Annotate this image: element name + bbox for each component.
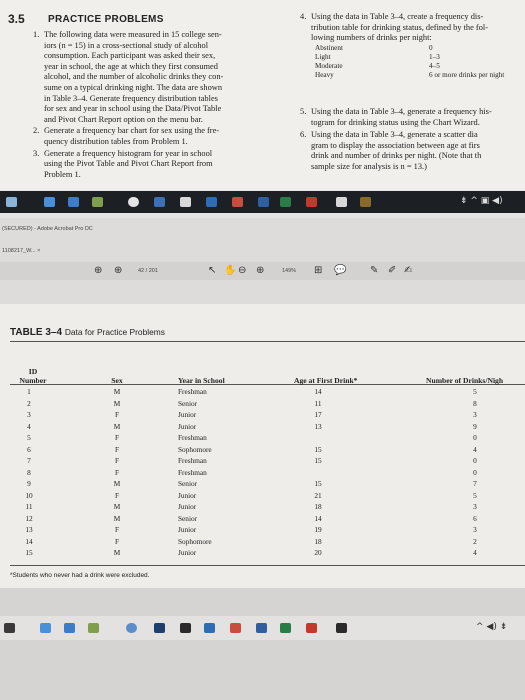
taskbar-app-icon[interactable] bbox=[258, 197, 269, 207]
cell-drinks: 4 bbox=[473, 444, 477, 454]
taskbar-app-icon[interactable] bbox=[256, 623, 267, 633]
system-tray[interactable]: ⇟ ^ ▣ ◀) bbox=[460, 196, 503, 206]
table-rule-top bbox=[10, 341, 525, 342]
taskbar-app-icon[interactable] bbox=[280, 197, 291, 207]
section-title: PRACTICE PROBLEMS bbox=[48, 14, 164, 25]
cell-age: 18 bbox=[314, 536, 322, 546]
windows-taskbar-top bbox=[0, 191, 525, 213]
acrobat-title-bar: (SECURED) - Adobe Acrobat Pro DC bbox=[2, 226, 93, 232]
category-label: Heavy bbox=[315, 70, 334, 79]
problem-number: 4. bbox=[300, 12, 307, 21]
problem-text-line: Generate a frequency bar chart for sex using the fre- bbox=[44, 126, 220, 136]
cell-year: Junior bbox=[178, 421, 197, 431]
problem-text-line: Using the data in Table 3–4, generate a frequency his- bbox=[311, 107, 492, 116]
problem-text-line: Generate a frequency histogram for year in school bbox=[44, 148, 213, 158]
cell-id: 12 bbox=[25, 513, 33, 523]
document-tab-label: 1108217_W... bbox=[2, 248, 36, 254]
zoom-level[interactable]: 149% bbox=[282, 268, 297, 274]
taskbar-app-icon[interactable] bbox=[204, 623, 215, 633]
table-rule-bottom bbox=[10, 565, 525, 566]
category-label: Abstinent bbox=[315, 43, 343, 52]
cell-id: 10 bbox=[25, 490, 33, 500]
taskbar-app-icon[interactable] bbox=[92, 197, 103, 207]
cell-sex: M bbox=[113, 421, 121, 431]
problem-number: 6. bbox=[300, 130, 307, 140]
problem-text-line: in Table 3–4. Generate frequency distribution tables bbox=[44, 93, 218, 103]
cell-sex: M bbox=[113, 479, 121, 488]
zoom-in-icon[interactable]: ⊕ bbox=[256, 265, 265, 276]
taskbar-app-icon[interactable] bbox=[40, 623, 51, 633]
cell-age: 18 bbox=[314, 502, 322, 511]
cell-drinks: 0 bbox=[473, 467, 477, 477]
cell-year: Freshman bbox=[178, 433, 207, 442]
taskbar-app-icon[interactable] bbox=[230, 623, 241, 633]
problem-text-line: The following data were measured in 15 college sen- bbox=[44, 30, 222, 39]
cell-drinks: 0 bbox=[473, 433, 477, 442]
problem-number: 1. bbox=[33, 30, 40, 39]
problem-text-line: iors (n = 15) in a cross-sectional study of alcohol bbox=[44, 40, 209, 50]
cell-year: Senior bbox=[178, 398, 198, 408]
taskbar-app-icon[interactable] bbox=[180, 623, 191, 633]
problem-text-line: togram for drinking status using the Chart Wizard. bbox=[311, 117, 480, 127]
problem-3 bbox=[33, 148, 213, 181]
taskbar-app-icon[interactable] bbox=[64, 623, 75, 633]
problem-number: 2. bbox=[33, 126, 40, 136]
page-indicator[interactable]: 42 / 201 bbox=[138, 268, 158, 274]
taskbar-app-icon[interactable] bbox=[336, 623, 347, 633]
cell-age: 21 bbox=[314, 490, 322, 500]
acrobat-toolbar bbox=[0, 262, 525, 280]
cell-age: 17 bbox=[314, 410, 322, 419]
start-icon[interactable] bbox=[6, 197, 17, 207]
cell-drinks: 7 bbox=[473, 479, 477, 488]
cell-drinks: 5 bbox=[473, 387, 477, 396]
problem-text-line: Using the data in Table 3–4, create a frequency dis- bbox=[311, 12, 484, 21]
header-year: Year in School bbox=[178, 376, 225, 385]
problem-text-line: tribution table for drinking status, defined by the fol- bbox=[311, 22, 488, 32]
problem-text-line: consumption. Each participant was asked their sex, bbox=[44, 51, 216, 61]
cell-drinks: 3 bbox=[473, 525, 477, 534]
hand-tool-icon[interactable]: ✋ bbox=[224, 265, 237, 276]
cell-sex: F bbox=[114, 525, 120, 534]
category-value: 4–5 bbox=[429, 61, 440, 70]
problem-6 bbox=[300, 130, 482, 172]
cell-sex: F bbox=[114, 410, 120, 419]
problem-text-line: gram to display the association between age at firs bbox=[311, 140, 480, 150]
table-title bbox=[10, 327, 165, 338]
cell-id: 8 bbox=[27, 467, 31, 477]
taskbar-app-icon[interactable] bbox=[336, 197, 347, 207]
taskbar-app-icon[interactable] bbox=[280, 623, 291, 633]
cell-drinks: 3 bbox=[473, 410, 477, 419]
cell-year: Junior bbox=[178, 490, 197, 500]
cell-drinks: 4 bbox=[473, 548, 477, 557]
windows-taskbar-bottom bbox=[0, 616, 525, 640]
cell-age: 19 bbox=[314, 525, 322, 534]
drinking-category bbox=[311, 53, 521, 62]
cell-id: 11 bbox=[25, 502, 33, 511]
cell-year: Junior bbox=[178, 502, 197, 511]
cell-id: 4 bbox=[27, 421, 31, 431]
cell-year: Junior bbox=[178, 525, 197, 534]
comment-icon[interactable]: 💬 bbox=[334, 265, 347, 276]
problem-text-line: using the Pivot Table and Pivot Chart Report from bbox=[44, 159, 213, 169]
cell-age: 15 bbox=[314, 479, 322, 488]
drinking-category bbox=[311, 71, 521, 80]
cell-id: 5 bbox=[27, 433, 31, 442]
cell-id: 6 bbox=[27, 444, 31, 454]
table-label: TABLE 3–4 bbox=[10, 327, 63, 338]
problem-text-line: lowing numbers of drinks per night: bbox=[311, 33, 432, 43]
problem-text-line: Problem 1. bbox=[44, 169, 81, 179]
cell-id: 14 bbox=[25, 536, 33, 546]
cell-year: Senior bbox=[178, 479, 198, 488]
select-cursor-icon[interactable]: ↖ bbox=[208, 265, 217, 276]
page-up-icon[interactable]: ⊕ bbox=[94, 265, 103, 276]
taskbar-app-icon[interactable] bbox=[44, 197, 55, 207]
drinking-category bbox=[311, 62, 521, 71]
cell-age: 20 bbox=[314, 548, 322, 557]
taskbar-app-icon[interactable] bbox=[68, 197, 79, 207]
cell-sex: F bbox=[114, 467, 120, 477]
problem-text-line: and Pivot Chart Report option on the menu bar. bbox=[44, 114, 203, 124]
cell-year: Junior bbox=[178, 548, 197, 557]
category-value: 0 bbox=[429, 43, 433, 52]
cell-drinks: 9 bbox=[473, 421, 477, 431]
cell-age: 15 bbox=[314, 456, 322, 465]
section-number: 3.5 bbox=[8, 12, 25, 26]
cell-sex: M bbox=[113, 548, 121, 557]
start-icon[interactable] bbox=[4, 623, 15, 633]
table-footnote: *Students who never had a drink were excluded. bbox=[10, 572, 150, 579]
cell-drinks: 5 bbox=[473, 490, 477, 500]
highlight-icon[interactable]: ✐ bbox=[388, 265, 397, 276]
cell-year: Sophomore bbox=[178, 444, 212, 454]
cell-year: Junior bbox=[178, 410, 197, 419]
cell-sex: F bbox=[114, 433, 120, 442]
problem-number: 3. bbox=[33, 148, 40, 158]
taskbar-app-icon[interactable] bbox=[232, 197, 243, 207]
header-id: ID Number bbox=[19, 367, 47, 385]
taskbar-app-icon[interactable] bbox=[88, 623, 99, 633]
cell-year: Freshman bbox=[178, 456, 207, 465]
taskbar-app-icon[interactable] bbox=[154, 197, 165, 207]
cell-sex: M bbox=[113, 387, 121, 396]
category-label: Light bbox=[315, 52, 331, 61]
cell-drinks: 6 bbox=[473, 513, 477, 523]
cell-drinks: 3 bbox=[473, 502, 477, 511]
cell-sex: F bbox=[114, 444, 120, 454]
header-drinks: Number of Drinks/Nigh bbox=[426, 376, 504, 385]
cell-id: 2 bbox=[27, 398, 31, 408]
cell-age: 14 bbox=[314, 387, 322, 396]
cell-drinks: 8 bbox=[473, 398, 477, 408]
acrobat-taskbar-icon[interactable] bbox=[306, 197, 317, 207]
zoom-out-icon[interactable]: ⊖ bbox=[238, 265, 247, 276]
drinking-category bbox=[311, 44, 521, 53]
problem-2 bbox=[33, 126, 220, 147]
problem-text-line: quency distribution tables from Problem 1. bbox=[44, 136, 188, 146]
problem-text-line: Using the data in Table 3–4, generate a scatter dia bbox=[311, 130, 478, 140]
category-value: 1–3 bbox=[429, 52, 440, 61]
cell-year: Freshman bbox=[178, 387, 207, 396]
cell-age: 11 bbox=[314, 398, 322, 408]
chrome-icon[interactable] bbox=[126, 623, 137, 633]
cell-sex: F bbox=[114, 456, 120, 465]
cell-id: 15 bbox=[25, 548, 33, 557]
cell-id: 1 bbox=[27, 387, 31, 396]
cell-sex: M bbox=[113, 502, 121, 511]
fit-page-icon[interactable]: ⊞ bbox=[314, 265, 323, 276]
taskbar-app-icon[interactable] bbox=[154, 623, 165, 633]
problem-text-line: year in school, the age at which they first consumed bbox=[44, 61, 218, 71]
problem-text-line: sample size for analysis is n = 13.) bbox=[311, 161, 427, 171]
problem-text-line: for sex and year in school using the Data/Pivot Table bbox=[44, 104, 222, 114]
table-caption: Data for Practice Problems bbox=[64, 327, 165, 337]
cell-year: Freshman bbox=[178, 467, 207, 477]
background-surface bbox=[0, 588, 525, 700]
header-age: Age at First Drink* bbox=[294, 376, 358, 385]
category-value: 6 or more drinks per night bbox=[429, 70, 505, 79]
cell-drinks: 2 bbox=[473, 536, 477, 546]
cell-id: 7 bbox=[27, 456, 31, 465]
cell-drinks: 0 bbox=[473, 456, 477, 465]
acrobat-taskbar-icon[interactable] bbox=[306, 623, 317, 633]
cell-sex: M bbox=[113, 513, 121, 523]
category-label: Moderate bbox=[315, 61, 343, 70]
problem-1 bbox=[33, 30, 224, 125]
cell-sex: M bbox=[113, 398, 121, 408]
problem-4 bbox=[300, 12, 521, 80]
document-tab[interactable]: 1108217_W... × bbox=[2, 248, 41, 254]
pen-icon[interactable]: ✎ bbox=[370, 265, 379, 276]
cell-sex: F bbox=[114, 490, 120, 500]
cell-id: 13 bbox=[25, 525, 33, 534]
cell-id: 3 bbox=[27, 410, 31, 419]
taskbar-app-icon[interactable] bbox=[180, 197, 191, 207]
problem-text-line: drink and number of drinks per night. (Note that th bbox=[311, 151, 482, 161]
problem-number: 5. bbox=[300, 107, 307, 116]
system-tray[interactable]: ^ ◀) ⇟ bbox=[476, 622, 508, 632]
cell-sex: F bbox=[114, 536, 120, 546]
taskbar-app-icon[interactable] bbox=[206, 197, 217, 207]
header-sex: Sex bbox=[111, 376, 123, 385]
problem-text-line: alcohol, and the number of alcoholic drinks they con- bbox=[44, 72, 224, 82]
chrome-icon[interactable] bbox=[128, 197, 139, 207]
problem-5 bbox=[300, 107, 492, 128]
cell-age: 13 bbox=[314, 421, 322, 431]
cell-age: 15 bbox=[314, 444, 322, 454]
problem-text-line: sume on a typical drinking night. The data are shown bbox=[44, 82, 223, 92]
cell-year: Sophomore bbox=[178, 536, 212, 546]
sign-icon[interactable]: ✍ bbox=[404, 265, 413, 276]
cell-year: Senior bbox=[178, 513, 198, 523]
cell-age: 14 bbox=[314, 513, 322, 523]
page-down-icon[interactable]: ⊕ bbox=[114, 265, 123, 276]
cell-id: 9 bbox=[27, 479, 31, 488]
taskbar-app-icon[interactable] bbox=[360, 197, 371, 207]
